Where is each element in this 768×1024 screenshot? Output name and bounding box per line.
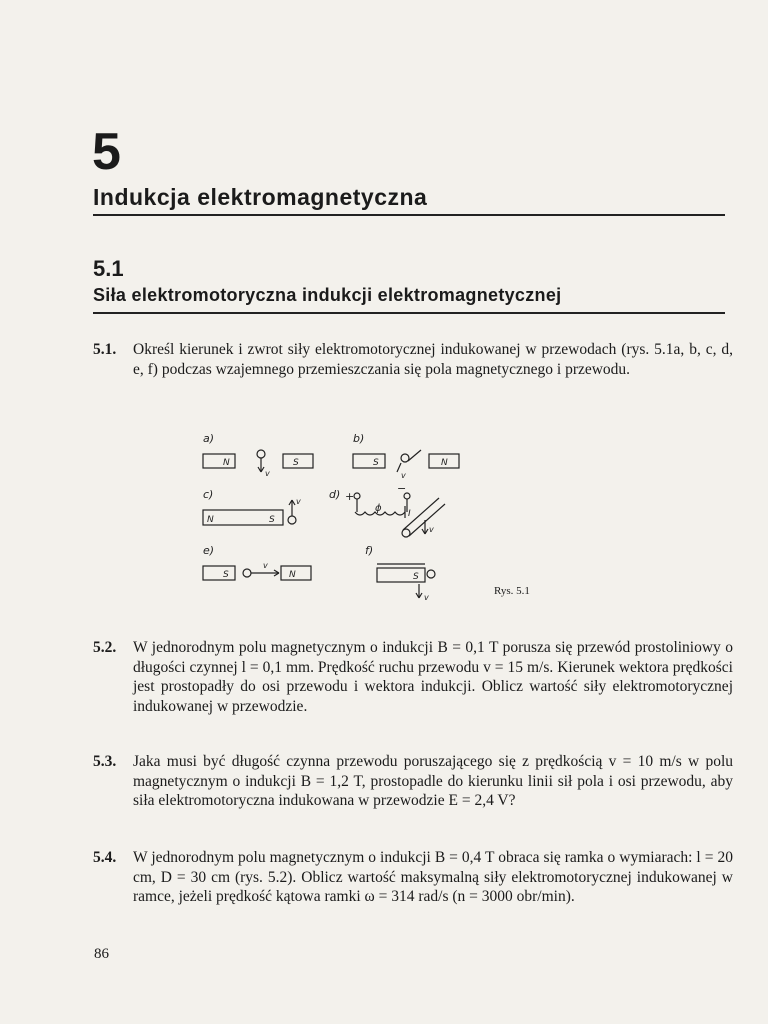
magnet-s-b (353, 454, 385, 468)
figure-5-1 (195, 420, 495, 610)
chapter-title: Indukcja elektromagnetyczna (93, 184, 428, 210)
problem-text: Określ kierunek i zwrot siły elektromotorycznej indukowanej w przewodach (rys. 5.1a, b, c, d, e, f) podczas wzajemnego przemieszczania się pola magnetycznego i przewodu. (133, 341, 733, 378)
label-d: d) (329, 488, 341, 501)
section-title: Siła elektromotoryczna indukcji elektromagnetycznej (93, 285, 562, 305)
pole-s-e: S (223, 570, 229, 580)
problem-number: 5.1. (93, 341, 117, 358)
velocity-a: v (265, 469, 270, 478)
magnet-s-e (203, 566, 235, 580)
problem-5-1 (93, 340, 733, 379)
label-e: e) (203, 544, 215, 557)
problem-5-3 (93, 752, 733, 811)
pole-s-c: S (269, 515, 275, 525)
velocity-c: v (296, 497, 301, 506)
problem-5-2 (93, 638, 733, 716)
problem-text: W jednorodnym polu magnetycznym o indukcji B = 0,4 T obraca się ramka o wymiarach: l = 20 cm, D = 30 cm (rys. 5.2). Oblicz wartość maksymalną siły elektromotorycznej indukowanej w ramce, jeżeli prędkość kątowa ramki ω = 314 rad/s (n = 3000 obr/min). (133, 849, 733, 906)
section-number: 5.1 (93, 256, 124, 281)
plus-sign: + (345, 490, 355, 503)
problem-number: 5.3. (93, 753, 117, 770)
label-b: b) (353, 432, 365, 445)
section-rule (93, 312, 725, 314)
pole-n-b: N (441, 458, 448, 468)
pole-s-a: S (293, 458, 299, 468)
velocity-f: v (424, 593, 429, 602)
problem-text: Jaka musi być długość czynna przewodu poruszającego się z prędkością v = 10 m/s w polu magnetycznym o indukcji B = 1,2 T, prostopadle do kierunku linii sił pola i osi przewodu, aby siła elektromotoryczna indukowana w przewodzie E = 2,4 V? (133, 753, 733, 810)
magnet-n-a (203, 454, 235, 468)
magnet-n-e (281, 566, 311, 580)
current-label: I (408, 509, 411, 519)
chapter-rule (93, 214, 725, 216)
page-number: 86 (94, 946, 109, 962)
velocity-e: v (263, 561, 268, 570)
label-f: f) (365, 544, 374, 557)
flux-label: ϕ (375, 503, 382, 514)
velocity-d: v (429, 525, 434, 534)
problem-number: 5.4. (93, 849, 117, 866)
conductor-c (288, 516, 296, 524)
velocity-b: v (401, 471, 406, 480)
pole-n-e: N (289, 570, 296, 580)
minus-sign: − (397, 482, 407, 495)
pole-s-b: S (373, 458, 379, 468)
label-a: a) (203, 432, 215, 445)
problem-text: W jednorodnym polu magnetycznym o indukcji B = 0,1 T porusza się przewód prostoliniowy o długości czynnej l = 0,1 mm. Prędkość ruchu przewodu v = 15 m/s. Kierunek wektora prędkości jest prostopadły do osi przewodu i wektora indukcji. Oblicz wartość siły elektromotorycznej indukowanej w przewodzie. (133, 639, 733, 715)
problem-number: 5.2. (93, 639, 117, 656)
rod-end-d (402, 529, 410, 537)
conductor-e (243, 569, 251, 577)
figure-caption: Rys. 5.1 (494, 585, 530, 597)
terminal-plus (354, 493, 360, 499)
pole-s-f: S (413, 572, 419, 582)
conductor-f (427, 570, 435, 578)
label-c: c) (203, 488, 214, 501)
pole-n-a: N (223, 458, 230, 468)
chapter-number: 5 (92, 123, 121, 181)
conductor-b (401, 454, 409, 462)
problem-5-4 (93, 848, 733, 907)
pole-n-c: N (207, 515, 214, 525)
conductor-a (257, 450, 265, 458)
